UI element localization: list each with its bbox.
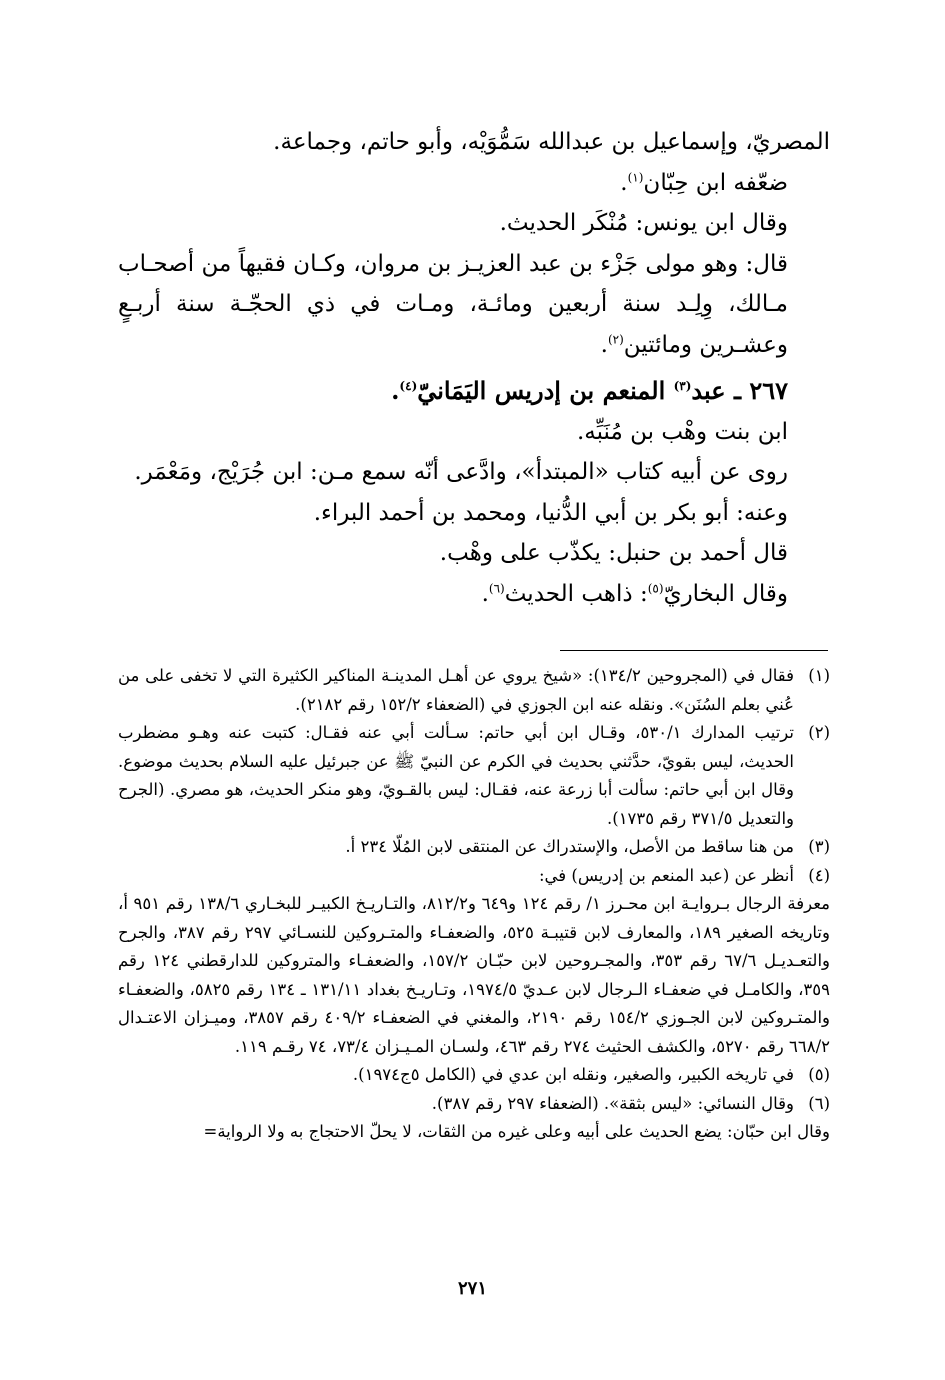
main-line-1: المصريّ، وإسماعيل بن عبدالله سَمُّوَيْه، وأبو حاتم، وجماعة. <box>273 129 830 155</box>
entry-line-1: ابن بنت وهْب بن مُنَبِّه. <box>576 418 788 445</box>
entry-line-2: روى عن أبيه كتاب «المبتدأ»، وادَّعى أنّه سمع مـن: ابن جُرَيْج، ومَعْمَر. <box>134 459 788 485</box>
entry-heading: ٢٦٧ ـ عبد$^{(٣)}$ المنعم بن إدريس اليَمَانيّ$^{(٤)}$. <box>391 376 788 405</box>
footnote-3 <box>118 833 830 862</box>
footnote-ref-3[interactable]: (٣) <box>673 379 692 393</box>
footnote-ref-4[interactable]: (٤) <box>399 379 418 393</box>
footnote-ref-5[interactable]: (٥) <box>647 580 664 595</box>
footnote-number: (٦) <box>808 1093 830 1113</box>
footnote-number: (١) <box>808 666 830 685</box>
footnote-ref-1[interactable]: (١) <box>627 169 644 184</box>
footnote-ref-6[interactable]: (٦) <box>488 580 505 595</box>
main-line-3: وقال ابن يونس: مُنْكَر الحديث. <box>499 210 788 236</box>
footnote-separator <box>560 650 828 651</box>
main-line-2: ضعّفه ابن حِبّان$^{(١)}$. <box>620 169 788 196</box>
main-paragraph: قال: وهو مولى جَزْء بن عبد العزيـز بن مروان، وكـان فقيهاً من أصحـاب مـالك، وِلِـد سنة أربعين ومائـة، ومـات في ذي الحجّـة سنة أربـعٍ وعشـرين ومائتين$^{(٢)}$. <box>118 250 788 358</box>
footnote-text: معرفة الرجال بـروايـة ابن محـرز ١/ رقم ١٢٤ و٦٤٩ و٨١٢/٢، والتـاريـخ الكبيـر للبخـاري ١٣٨/٦ رقم ٩٥١ أ، وتاريخه الصغير ١٨٩، والمعارف لابن قتيبـة ٥٢٥، والضعفـاء والمتـروكين للنسـائي ٢٩٧ رقم ٣٨٧، والجرح والتعـديـل ٦٧/٦ رقم ٣٥٣، والمجـروحين لابن حبّـان ١٥٧/٢، والضعفـاء والمتروكين للدارقطني ١٢٤ رقم ٣٥٩، والكامـل في ضعفـاء الـرجال لابن عـديّ ١٩٧٤/٥، وتـاريـخ بغداد ١٣١/١١ ـ ١٣٤ رقم ٥٨٢٥، والضعفـاء والمتـروكين لابن الجـوزي ١٥٤/٢ رقم ٢١٩٠، والمغني في الضعفـاء ٤٠٩/٢ رقم ٣٨٥٧، وميـزان الاعتـدال ٦٦٨/٢ رقم ٥٢٧٠، والكشف الحثيث ٢٧٤ رقم ٤٦٣، ولسـان المـيـزان ٧٣/٤، ٧٤ رقـم ١١٩. <box>118 894 831 1056</box>
footnote-number: (٣) <box>808 837 830 856</box>
footnote-5 <box>118 1061 830 1090</box>
footnote-number: (٤) <box>808 865 830 885</box>
footnote-ref-2[interactable]: (٢) <box>607 331 624 346</box>
footnote-1 <box>118 662 830 719</box>
entry-line-5: وقال البخاريّ$^{(٥)}$: ذاهب الحديث$^{(٦)}$. <box>481 580 788 607</box>
footnote-text: وقال النسائي: «ليس بثقة». (الضعفاء ٢٩٧ رقم ٣٨٧). <box>431 1093 794 1113</box>
footnote-2 <box>118 719 830 833</box>
footnote-number: (٢) <box>808 723 830 742</box>
footnote-6-continued <box>118 1118 830 1147</box>
footnote-4-sources <box>118 890 830 1061</box>
entry-line-4: قال أحمد بن حنبل: يكذّب على وهْب. <box>439 540 788 566</box>
main-text <box>118 122 830 614</box>
footnote-text: فقال في (المجروحين ١٣٤/٢): «شيخ يروي عن أهـل المدينـة المناكير الكثيرة التي لا تخفى على من عُني بعلم السُنَن». ونقله عنه ابن الجوزي في (الضعفاء ١٥٢/٢ رقم ٢١٨٢). <box>118 666 794 714</box>
footnote-text: ترتيب المدارك ٥٣٠/١، وقـال ابن أبي حاتم: سـألت أبي عنه فقـال: كتبت عنه وهـو مضطرب الحديث، ليس بقويّ، حدَّثني بحديث في الكرم عن النبيّ ﷺ عن جبرئيل عليه السلام بحديث موضوع. وقال ابن أبي حاتم: سألت أبا زرعة عنه، فقـال: ليس بالقـويّ، وهو منكر الحديث، هو مصري. (الجرح والتعديل ٣٧١/٥ رقم ١٧٣٥). <box>118 723 794 828</box>
footnote-text: أنظر عن (عبد المنعم بن إدريس) في: <box>538 865 794 885</box>
footnote-text: في تاريخه الكبير، والصغير، ونقله ابن عدي في (الكامل ٥ج١٩٧٤). <box>352 1065 794 1084</box>
entry-line-3: وعنه: أبو بكر بن أبي الدُّنيا، ومحمد بن أحمد البراء. <box>313 499 788 526</box>
footnote-6 <box>118 1090 830 1119</box>
footnote-4 <box>118 862 830 891</box>
page-number: ٢٧١ <box>457 1278 487 1299</box>
footnote-number: (٥) <box>808 1065 830 1084</box>
footnote-text: من هنا ساقط من الأصل، والإستدراك عن المنتقى لابن المُلّا ٢٣٤ أ. <box>345 837 794 856</box>
footnotes <box>118 662 830 1147</box>
footnote-text: وقال ابن حبّان: يضع الحديث على أبيه وعلى غيره من الثقات، لا يحلّ الاحتجاج به ولا الرواية= <box>203 1122 830 1141</box>
